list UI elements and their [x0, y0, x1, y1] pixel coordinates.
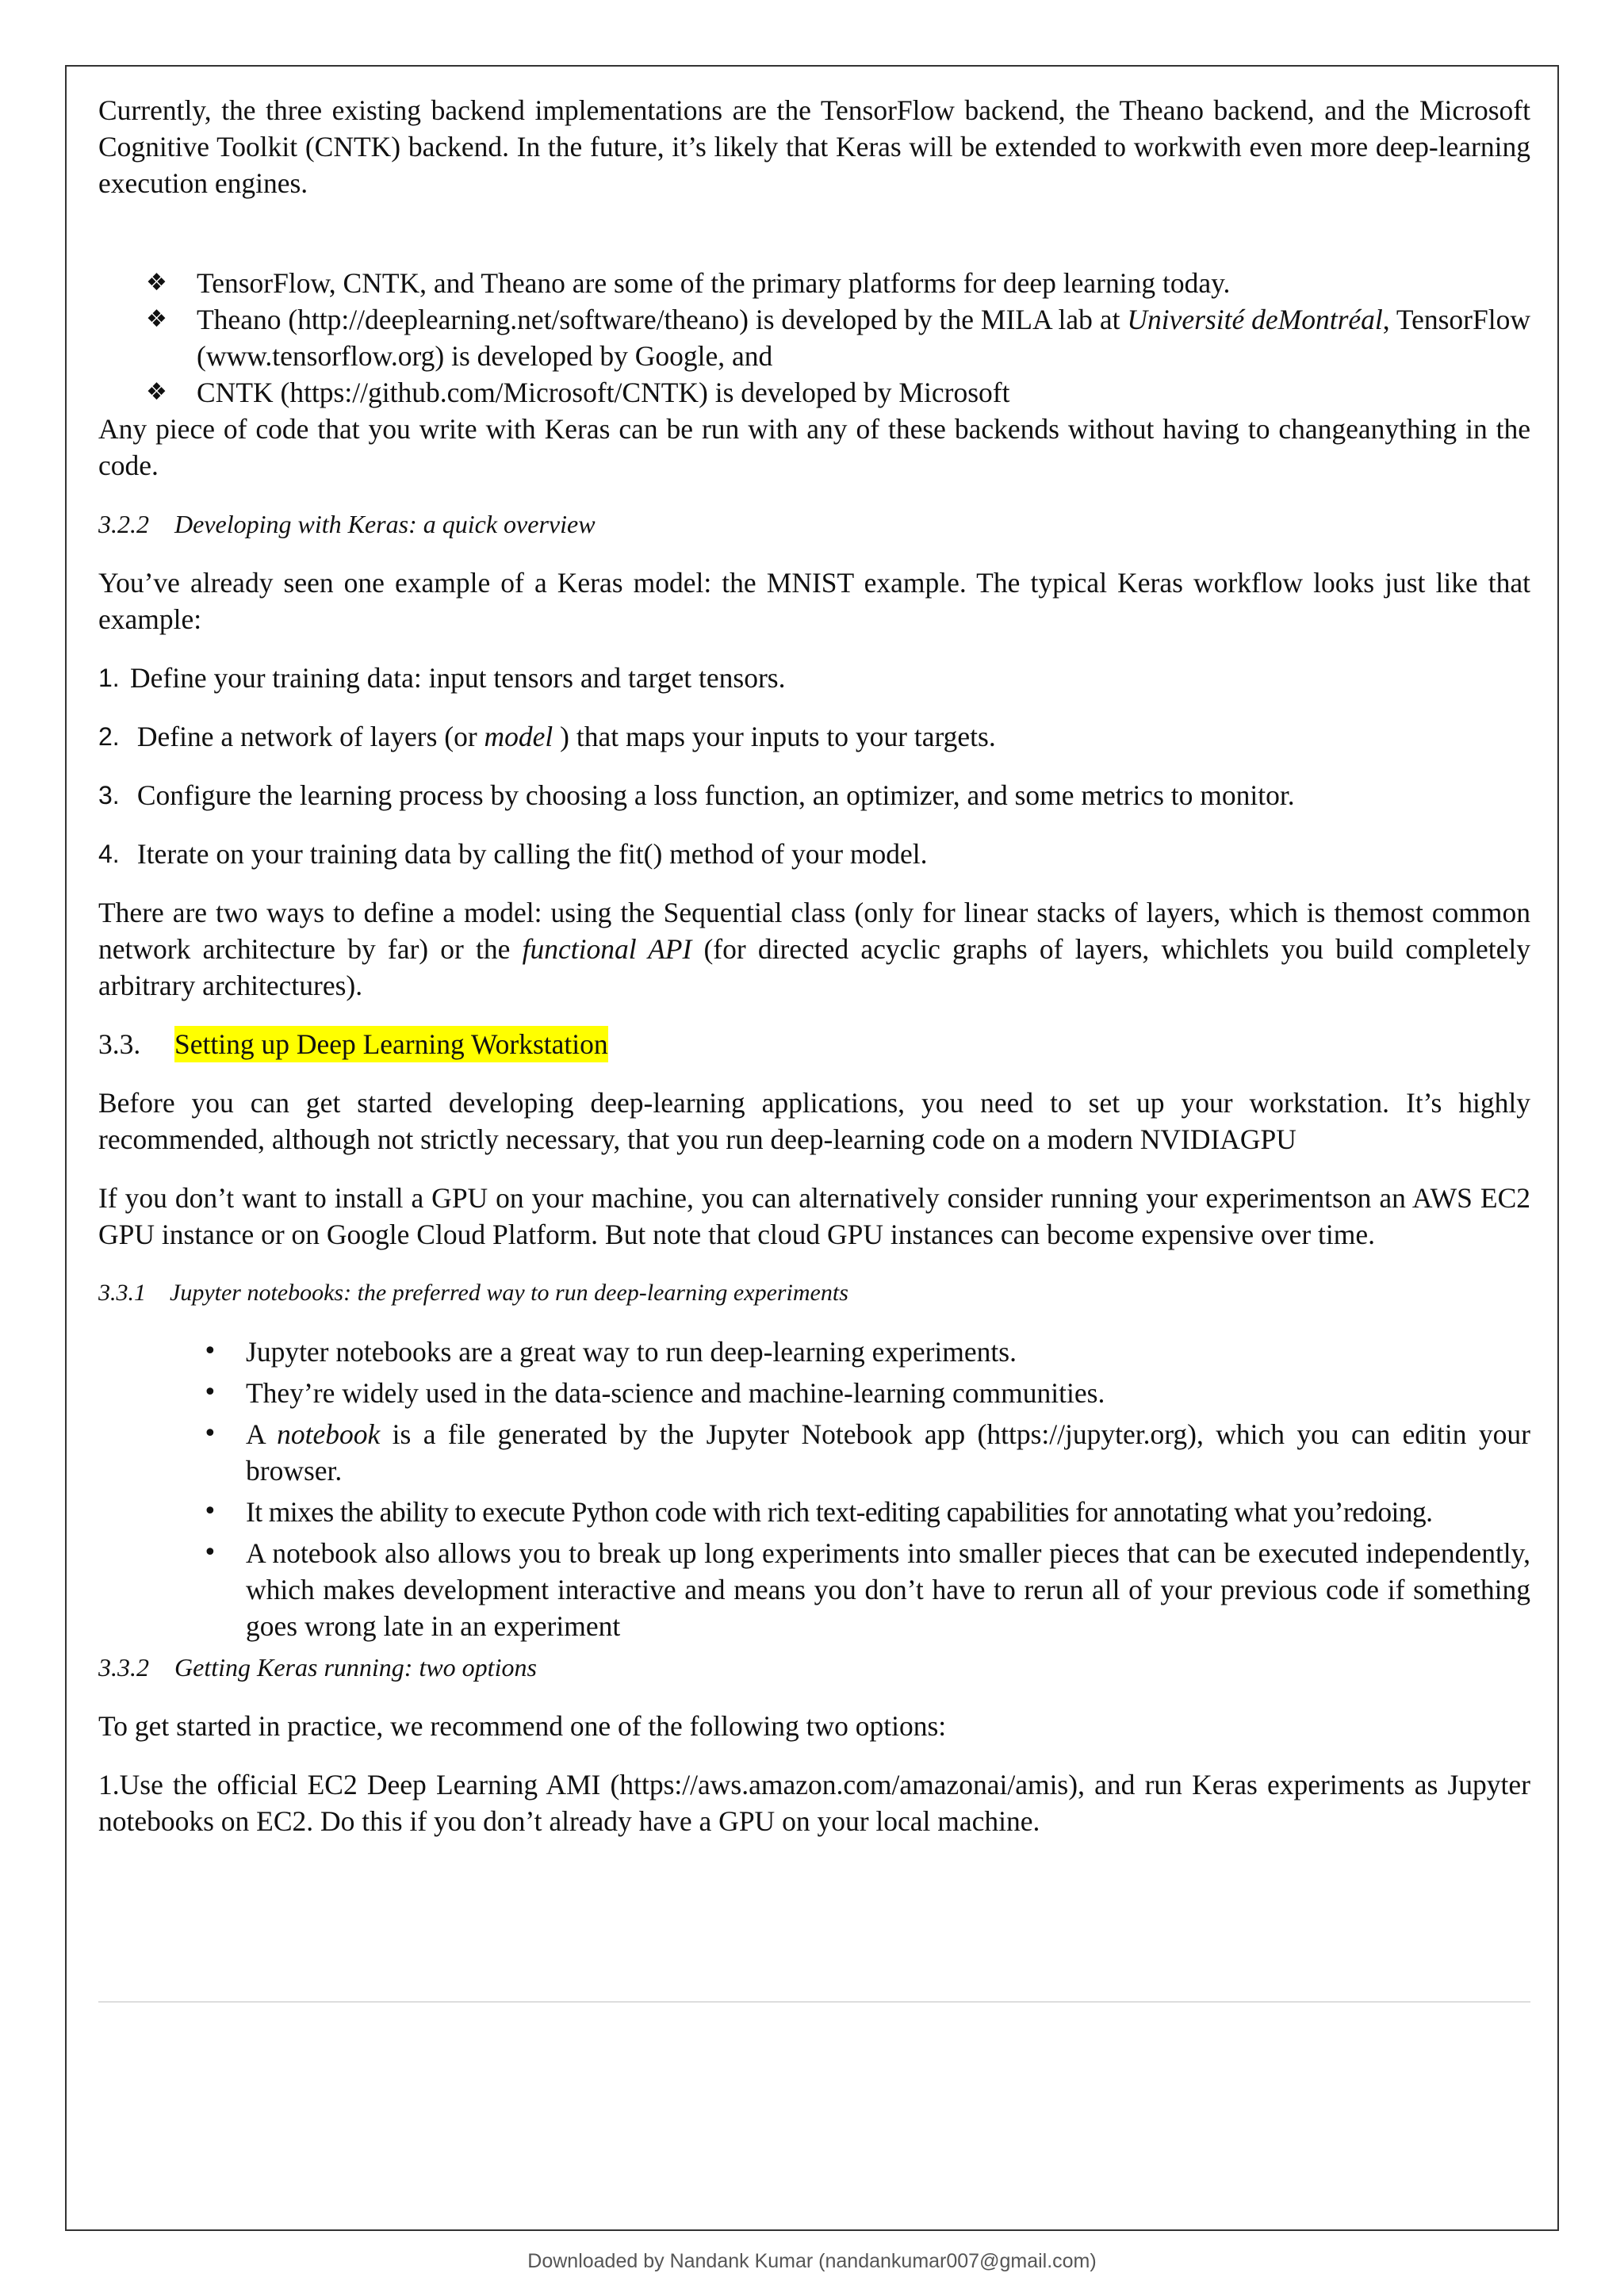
- any-code-paragraph: Any piece of code that you write with Keras can be run with any of these backends without having to changeanything in the code.: [98, 413, 1530, 481]
- backend-bullet: ❖ CNTK (https://github.com/Microsoft/CNTK) is developed by Microsoft: [98, 374, 1530, 411]
- to-get-started-paragraph: To get started in practice, we recommend one of the following two options:: [98, 1710, 947, 1742]
- workflow-step: 3. Configure the learning process by choosing a loss function, an optimizer, and some metrics to monitor.: [98, 779, 1295, 811]
- backend-bullet: ❖ Theano (http://deeplearning.net/software/theano) is developed by the MILA lab at Université deMontréal, TensorFlow (www.tensorflow.org) is developed by Google, and: [98, 301, 1530, 374]
- dot-bullet-icon: •: [203, 1539, 217, 1567]
- jupyter-bullet: • They’re widely used in the data-science and machine-learning communities.: [98, 1375, 1530, 1411]
- dot-bullet-icon: •: [203, 1420, 217, 1448]
- jupyter-bullet: • A notebook is a file generated by the Jupyter Notebook app (https://jupyter.org), which you can editin your browser.: [98, 1416, 1530, 1489]
- heading-3-2-2: 3.2.2 Developing with Keras: a quick overview: [98, 510, 596, 538]
- diamond-bullet-icon: ❖: [146, 269, 167, 297]
- heading-3-3-1: 3.3.1 Jupyter notebooks: the preferred way to run deep-learning experiments: [98, 1280, 848, 1306]
- separator-line: [98, 2001, 1530, 2003]
- backend-bullet: ❖ TensorFlow, CNTK, and Theano are some of the primary platforms for deep learning today.: [98, 265, 1530, 301]
- workflow-step: 2. Define a network of layers (or model ) that maps your inputs to your targets.: [98, 721, 996, 752]
- seen-example-paragraph: You’ve already seen one example of a Keras model: the MNIST example. The typical Keras workflow looks just like that example:: [98, 567, 1530, 635]
- diamond-bullet-icon: ❖: [146, 305, 167, 333]
- option-one-paragraph: 1.Use the official EC2 Deep Learning AMI (https://aws.amazon.com/amazonai/amis), and run Keras experiments as Jupyter notebooks on EC2. Do this if you don’t already have a GPU on your local machine.: [98, 1769, 1530, 1837]
- workflow-step: 4. Iterate on your training data by calling the fit() method of your model.: [98, 838, 928, 870]
- jupyter-bullet: • A notebook also allows you to break up long experiments into smaller pieces that can be executed independently, which makes development interactive and means you don’t have to rerun all of your previous code if something goes wrong late in an experiment: [98, 1535, 1530, 1644]
- no-gpu-paragraph: If you don’t want to install a GPU on your machine, you can alternatively consider running your experimentson an AWS EC2 GPU instance or on Google Cloud Platform. But note that cloud GPU instances can become expensive over time.: [98, 1182, 1530, 1250]
- before-start-paragraph: Before you can get started developing deep-learning applications, you need to set up your workstation. It’s highly recommended, although not strictly necessary, that you run deep-learning code on a modern NVIDIAGPU: [98, 1087, 1530, 1155]
- jupyter-bullet: • It mixes the ability to execute Python code with rich text-editing capabilities for annotating what you’redoing.: [98, 1494, 1530, 1530]
- backends-intro-paragraph: Currently, the three existing backend implementations are the TensorFlow backend, the Theano backend, and the Microsoft Cognitive Toolkit (CNTK) backend. In the future, it’s likely that Keras will be extended to workwith even more deep-learning execution engines.: [98, 94, 1530, 199]
- download-footer: Downloaded by Nandank Kumar (nandankumar007@gmail.com): [527, 2250, 1097, 2272]
- jupyter-bullet-list: [98, 1334, 1530, 1644]
- dot-bullet-icon: •: [203, 1498, 217, 1525]
- heading-3-3-2: 3.3.2 Getting Keras running: two options: [98, 1653, 537, 1682]
- jupyter-bullet: • Jupyter notebooks are a great way to run deep-learning experiments.: [98, 1334, 1530, 1370]
- dot-bullet-icon: •: [203, 1337, 217, 1365]
- two-ways-paragraph: There are two ways to define a model: using the Sequential class (only for linear stacks of layers, which is themost common network architecture by far) or the functional API (for directed acyclic graphs of layers, whichlets you build completely arbitrary architectures).: [98, 897, 1530, 1001]
- heading-3-3: 3.3. Setting up Deep Learning Workstation: [98, 1026, 1530, 1062]
- highlighted-section-title: Setting up Deep Learning Workstation: [174, 1026, 608, 1062]
- backend-bullet-list: [98, 265, 1530, 411]
- dot-bullet-icon: •: [203, 1379, 217, 1406]
- diamond-bullet-icon: ❖: [146, 378, 167, 406]
- workflow-step: 1. Define your training data: input tensors and target tensors.: [98, 662, 786, 694]
- page-content: [98, 92, 1530, 1839]
